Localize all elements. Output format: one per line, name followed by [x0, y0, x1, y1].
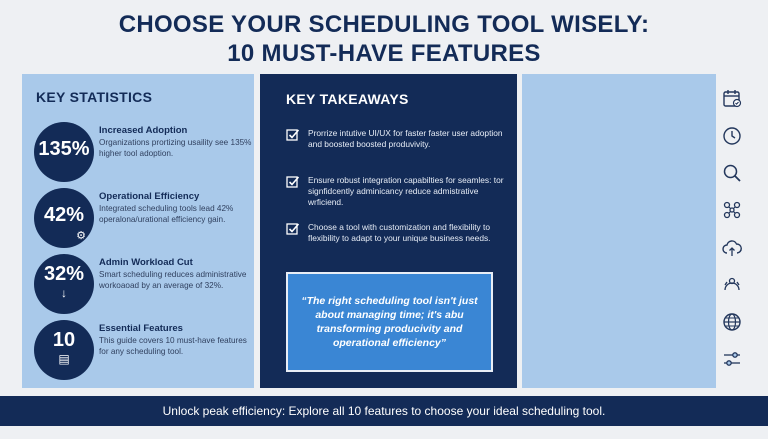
footer-text: Unlock peak efficiency: Explore all 10 features to choose your ideal scheduling tool. — [162, 404, 606, 418]
stat-description: Smart scheduling reduces administrative workoaoad by an average of 32%. — [99, 270, 247, 290]
network-icon — [721, 199, 743, 221]
key-takeaways-panel — [260, 74, 517, 388]
title-line-2: 10 MUST-HAVE FEATURES — [227, 40, 541, 67]
calendar-check-icon — [721, 87, 743, 109]
key-statistics-heading: KEY STATISTICS — [36, 89, 153, 105]
key-takeaways-heading: KEY TAKEAWAYS — [286, 91, 409, 107]
takeaway-text: Prorrize intutive UI/UX for faster faster user adoption and boosted boosted produvivity. — [308, 128, 503, 149]
gear-chart-icon: ⚙ — [76, 230, 86, 242]
stat-title: Increased Adoption — [99, 125, 188, 136]
stat-circle — [34, 122, 94, 182]
takeaway-text: Choose a tool with customization and flexibility to flexibility to adapt to your unique business needs. — [308, 222, 491, 243]
toggle-settings-icon — [721, 348, 743, 370]
clock-icon — [721, 125, 743, 147]
arrow-down-icon: ↓ — [61, 286, 67, 300]
side-icon-column — [716, 74, 748, 388]
stat-value: 32% — [43, 263, 85, 285]
clipboard-icon: ▤ — [58, 352, 70, 366]
title-line-1: CHOOSE YOUR SCHEDULING TOOL WISELY: — [118, 11, 650, 38]
quote-text: “The right scheduling tool isn't just about managing time; it's abu transforming producivity and operational efficiency” — [301, 295, 478, 349]
stat-description: Integrated scheduling tools lead 42% operalona/urational efficiency gain. — [99, 204, 234, 224]
checkbox-check-icon — [286, 175, 300, 189]
right-blank-panel — [522, 74, 716, 388]
key-statistics-panel — [22, 74, 254, 388]
quote-box — [286, 272, 493, 372]
stat-circle — [34, 188, 94, 248]
search-icon — [721, 162, 743, 184]
checkbox-check-icon — [286, 222, 300, 236]
stat-title: Essential Features — [99, 323, 183, 334]
stat-operational-efficiency — [34, 188, 264, 248]
stat-value: 135% — [38, 138, 90, 160]
footer-banner — [0, 396, 768, 426]
bottom-strip — [0, 426, 768, 439]
checkbox-check-icon — [286, 128, 300, 142]
stat-title: Operational Efficiency — [99, 191, 200, 202]
stat-essential-features — [34, 320, 264, 380]
stat-value: 42% — [43, 204, 85, 226]
stat-admin-workload — [34, 254, 264, 314]
stat-description: Organizations prortizing usaility see 135% higher tool adoption. — [99, 138, 252, 158]
users-cycle-icon — [721, 273, 743, 295]
stat-description: This guide covers 10 must-have features for any scheduling tool. — [99, 336, 247, 356]
globe-icon — [721, 311, 743, 333]
stat-title: Admin Workload Cut — [99, 257, 193, 268]
stat-value: 10 — [52, 329, 76, 351]
page-title — [0, 10, 768, 68]
stat-increased-adoption — [34, 122, 264, 182]
takeaway-text: Ensure robust integration capabilties for seamles: tor signfidcently adminicancy reduce admistrative wrficiend. — [308, 175, 504, 207]
stat-circle — [34, 254, 94, 314]
stat-circle — [34, 320, 94, 380]
cloud-sync-icon — [721, 237, 743, 259]
